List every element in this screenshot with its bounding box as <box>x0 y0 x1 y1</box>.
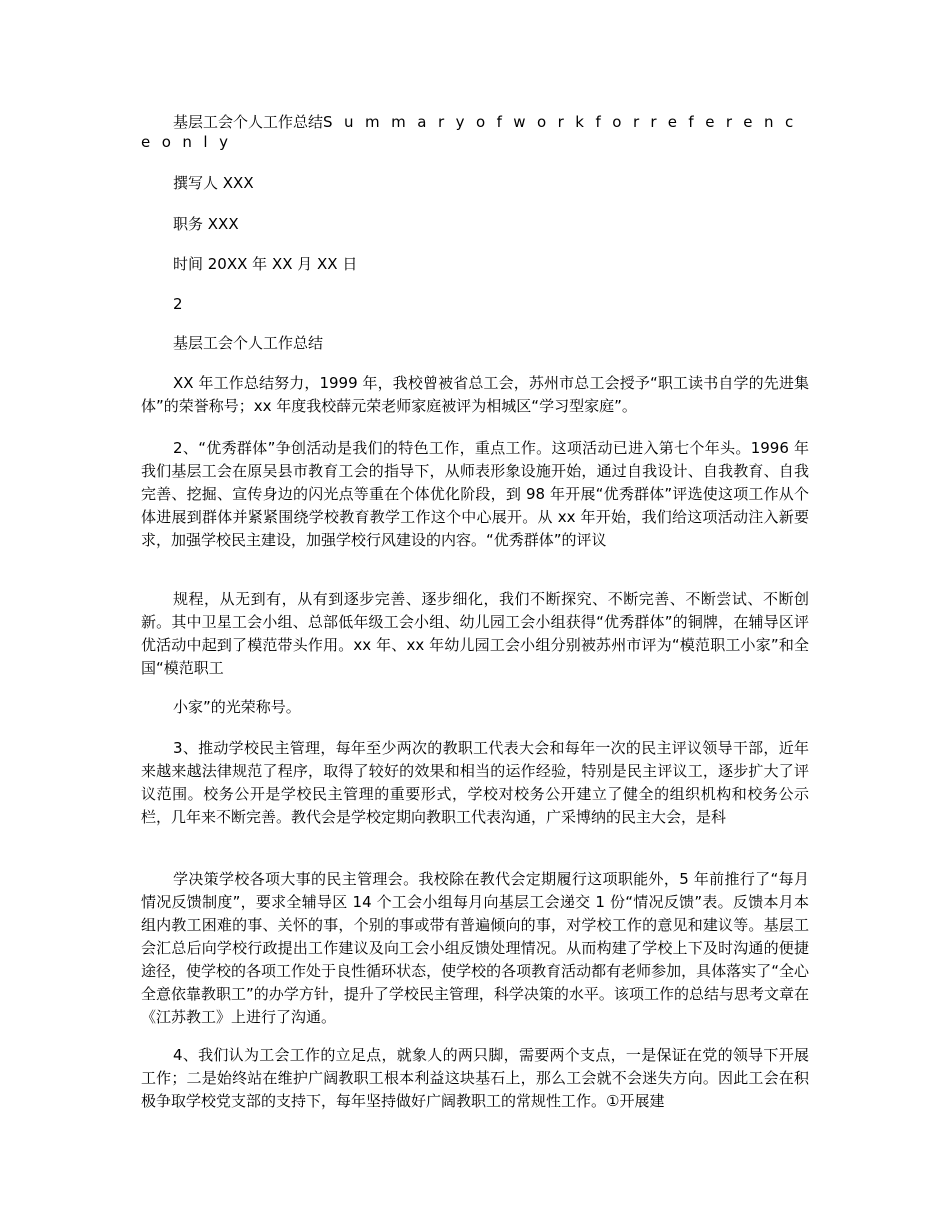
title-chinese: 基层工会个人工作总结 <box>173 113 324 131</box>
section-heading: 基层工会个人工作总结 <box>173 334 324 352</box>
paragraph: 2、“优秀群体”争创活动是我们的特色工作，重点工作。这项活动已进入第七个年头。1996 年我们基层工会在原吴县市教育工会的指导下，从师表形象设施开始，通过自我设计、自我教育、自我完善、挖掘、宣传身边的闪光点等重在个体优化阶段，到 98 年开展“优秀群体”评选使这项工作从个体进展到群体并紧紧围绕学校教育教学工作这个中心展开。从 xx 年开始，我们给这项活动注入新要求，加强学校民主建设，加强学校行风建设的内容。“优秀群体”的评议 <box>141 439 809 549</box>
author-line: 撰写人 XXX <box>173 174 254 192</box>
position-line: 职务 XXX <box>173 215 239 233</box>
date-line: 时间 20XX 年 XX 月 XX 日 <box>173 255 358 273</box>
paragraph: XX 年工作总结努力，1999 年，我校曾被省总工会，苏州市总工会授予“职工读书自学的先进集体”的荣誉称号；xx 年度我校薛元荣老师家庭被评为相城区“学习型家庭”。 <box>141 374 809 415</box>
document-title <box>141 112 809 152</box>
paragraph: 4、我们认为工会工作的立足点，就象人的两只脚，需要两个支点，一是保证在党的领导下开展工作；二是始终站在维护广阔教职工根本利益这块基石上，那么工会就不会迷失方向。因此工会在积极争取学校党支部的支持下，每年坚持做好广阔教职工的常规性工作。①开展建 <box>141 1046 809 1110</box>
paragraph: 学决策学校各项大事的民主管理会。我校除在教代会定期履行这项职能外，5 年前推行了“每月情况反馈制度”，要求全辅导区 14 个工会小组每月向基层工会递交 1 份“情况反馈”表。反馈本月本组内教工困难的事、关怀的事，个别的事或带有普遍倾向的事，对学校工作的意见和建议等。基层工会汇总后向学校行政提出工作建议及向工会小组反馈处理情况。从而构建了学校上下及时沟通的便捷途径，使学校的各项工作处于良性循环状态，使学校的各项教育活动都有老师参加，具体落实了“全心全意依靠教职工”的办学方针，提升了学校民主管理，科学决策的水平。该项工作的总结与思考文章在《江苏教工》上进行了沟通。 <box>141 870 809 1026</box>
title-english: Summaryofworkforreferenceonly <box>141 113 805 151</box>
page-number: 2 <box>173 295 183 313</box>
paragraph: 规程，从无到有，从有到逐步完善、逐步细化，我们不断探究、不断完善、不断尝试、不断创新。其中卫星工会小组、总部低年级工会小组、幼儿园工会小组获得“优秀群体”的铜牌，在辅导区评优活动中起到了模范带头作用。xx 年、xx 年幼儿园工会小组分别被苏州市评为“模范职工小家”和全国“模范职工 <box>141 590 809 677</box>
paragraph: 小家”的光荣称号。 <box>173 698 301 716</box>
paragraph: 3、推动学校民主管理，每年至少两次的教职工代表大会和每年一次的民主评议领导干部，近年来越来越法律规范了程序，取得了较好的效果和相当的运作经验，特别是民主评议工，逐步扩大了评议范围。校务公开是学校民主管理的重要形式，学校对校务公开建立了健全的组织机构和校务公示栏，几年来不断完善。教代会是学校定期向教职工代表沟通，广采博纳的民主大会，是科 <box>141 739 809 826</box>
